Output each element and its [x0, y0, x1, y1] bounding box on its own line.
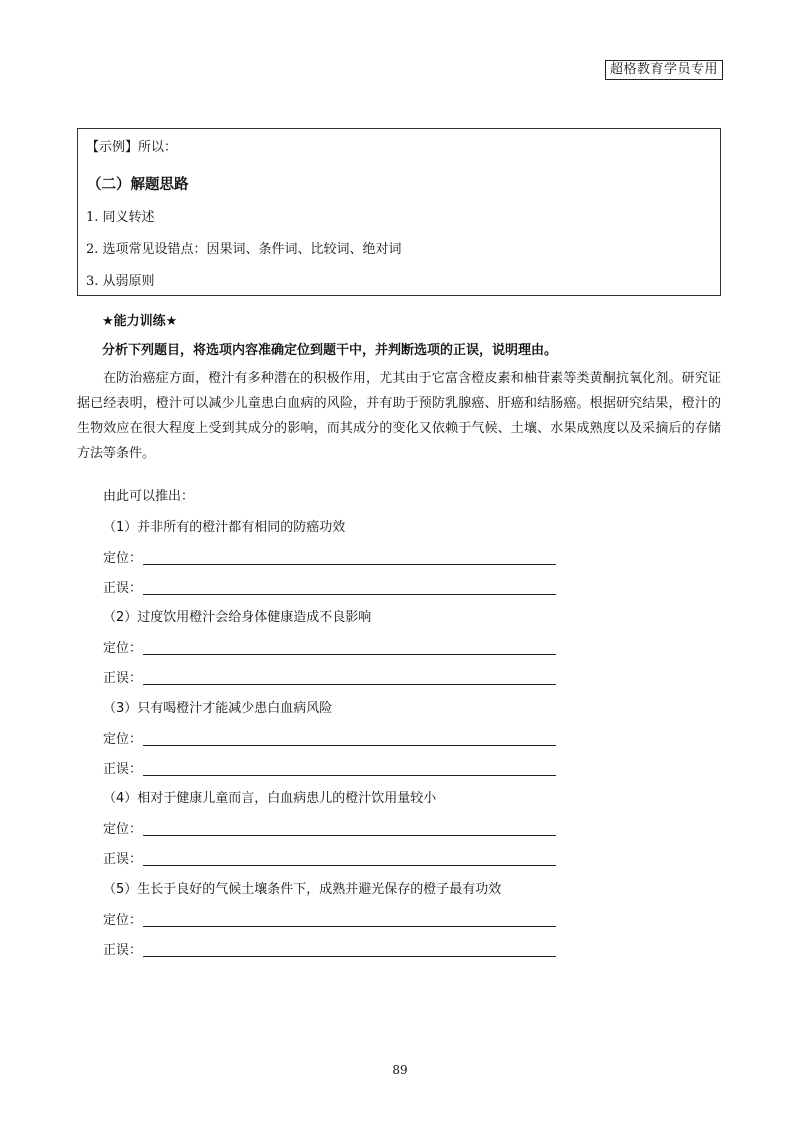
- option-stem: （1）并非所有的橙汁都有相同的防癌功效: [103, 520, 346, 535]
- method-item: 1. 同义转述: [86, 210, 155, 225]
- position-label: 定位：: [103, 551, 143, 566]
- judgement-label: 正误：: [103, 581, 143, 596]
- instruction: 分析下列题目，将选项内容准确定位到题干中，并判断选项的正误，说明理由。: [102, 343, 558, 358]
- header-badge: 超格教育学员专用: [605, 60, 723, 80]
- judgement-label: 正误：: [103, 762, 143, 777]
- section-subtitle: （二）解题思路: [87, 176, 189, 193]
- training-title: ★能力训练★: [102, 314, 178, 329]
- position-label: 定位：: [103, 641, 143, 656]
- option-stem: （2）过度饮用橙汁会给身体健康造成不良影响: [103, 610, 372, 625]
- judgement-label: 正误：: [103, 943, 143, 958]
- position-label: 定位：: [103, 913, 143, 928]
- position-blank[interactable]: [143, 654, 556, 655]
- option-stem: （5）生长于良好的气候土壤条件下，成熟并避光保存的橙子最有功效: [103, 882, 502, 897]
- lead-text: 由此可以推出：: [103, 489, 195, 504]
- judgement-blank[interactable]: [143, 594, 556, 595]
- judgement-label: 正误：: [103, 671, 143, 686]
- judgement-blank[interactable]: [143, 775, 556, 776]
- position-label: 定位：: [103, 822, 143, 837]
- judgement-label: 正误：: [103, 852, 143, 867]
- position-blank[interactable]: [143, 835, 556, 836]
- judgement-blank[interactable]: [143, 956, 556, 957]
- judgement-blank[interactable]: [143, 865, 556, 866]
- position-blank[interactable]: [143, 745, 556, 746]
- option-stem: （4）相对于健康儿童而言，白血病患儿的橙汁饮用量较小: [103, 791, 437, 806]
- position-blank[interactable]: [143, 926, 556, 927]
- position-blank[interactable]: [143, 564, 556, 565]
- method-box: [77, 128, 721, 296]
- option-stem: （3）只有喝橙汁才能减少患白血病风险: [103, 701, 333, 716]
- example-label: 【示例】所以：: [86, 140, 178, 155]
- page-number: 89: [392, 1063, 408, 1077]
- judgement-blank[interactable]: [143, 684, 556, 685]
- method-item: 3. 从弱原则: [86, 274, 155, 289]
- passage: 在防治癌症方面，橙汁有多种潜在的积极作用，尤其由于它富含橙皮素和柚苷素等类黄酮抗氧化剂。研究证据已经表明，橙汁可以减少儿童患白血病的风险，并有助于预防乳腺癌、肝癌和结肠癌。根据研究结果，橙汁的生物效应在很大程度上受到其成分的影响，而其成分的变化又依赖于气候、土壤、水果成熟度以及采摘后的存储方法等条件。: [77, 371, 721, 461]
- position-label: 定位：: [103, 732, 143, 747]
- method-item: 2. 选项常见设错点：因果词、条件词、比较词、绝对词: [86, 242, 402, 257]
